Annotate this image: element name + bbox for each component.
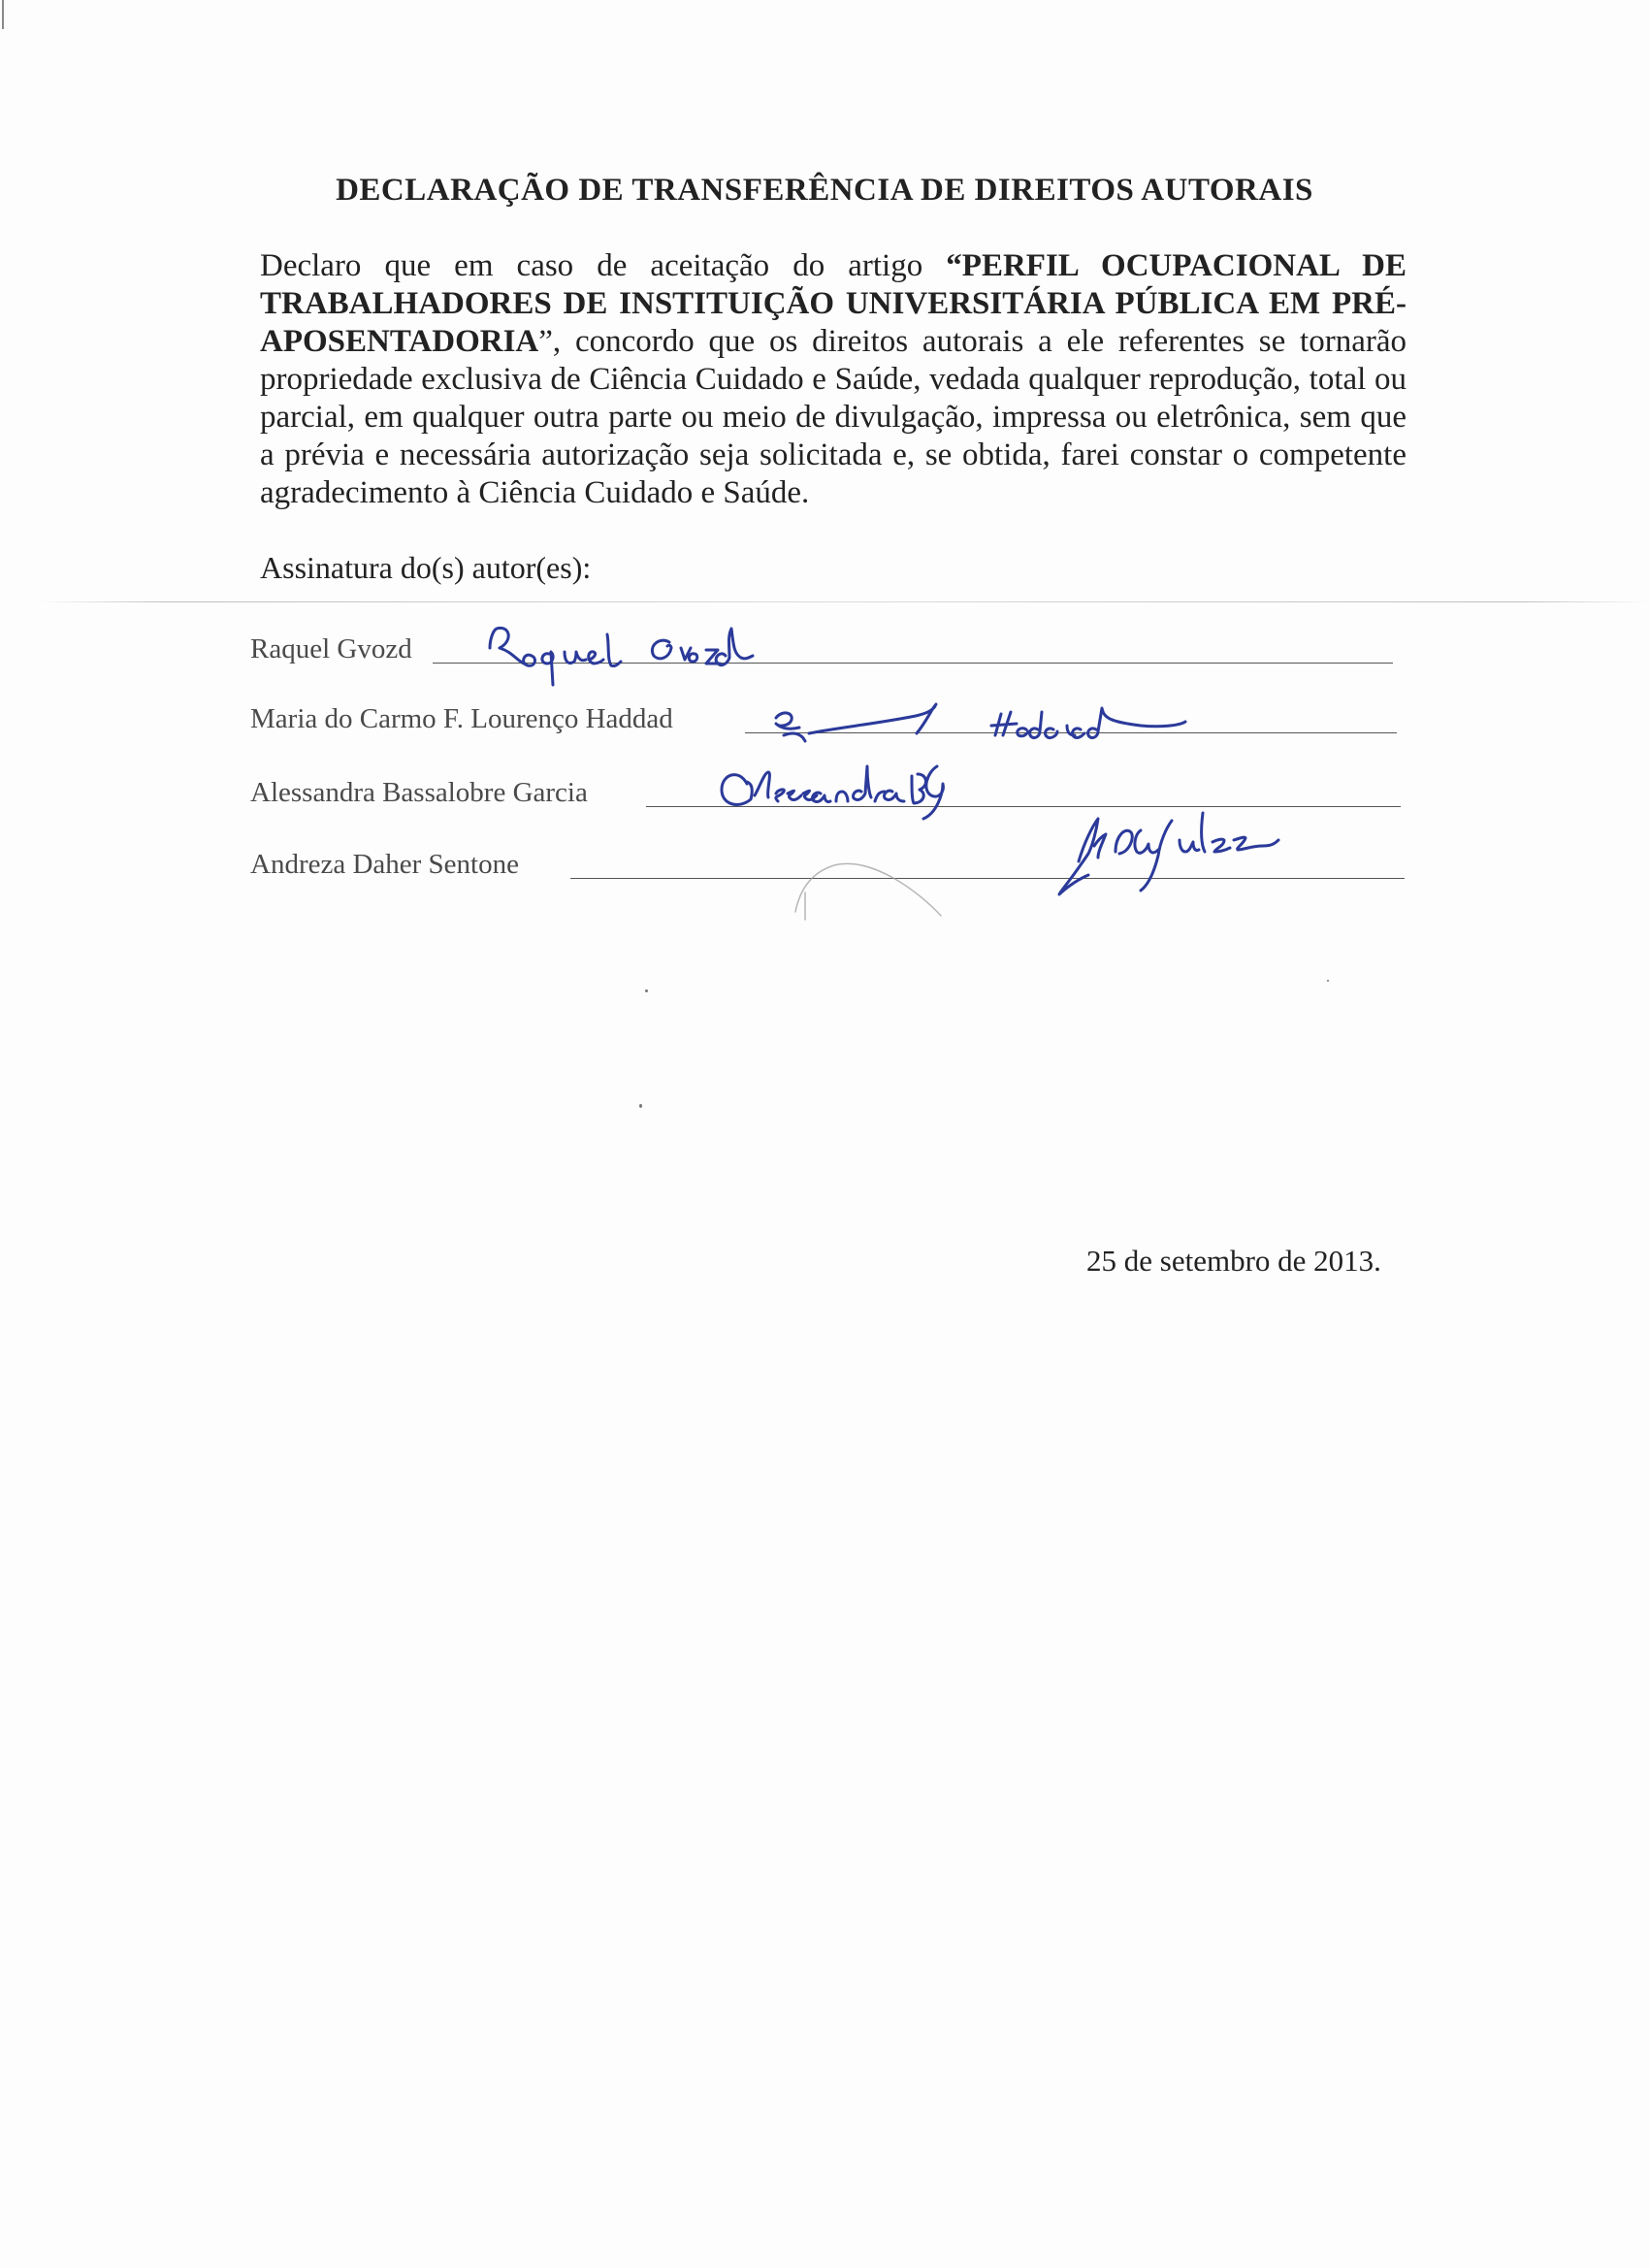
scan-speck [1327, 980, 1329, 982]
signature-line [570, 878, 1405, 879]
article-title: “PERFIL OCUPACIONAL DE TRABALHADORES DE INSTITUIÇÃO UNIVERSITÁRIA PÚBLICA EM PRÉ-APOSENTADORIA [260, 248, 1406, 359]
scan-speck [639, 1104, 642, 1108]
author-name: Andreza Daher Sentone [250, 849, 519, 880]
author-row [250, 846, 1395, 885]
signature-line [646, 806, 1401, 807]
signature-line [745, 732, 1397, 733]
signature-line [433, 663, 1393, 664]
document-title: DECLARAÇÃO DE TRANSFERÊNCIA DE DIREITOS AUTORAIS [336, 173, 1313, 208]
author-name: Raquel Gvozd [250, 633, 412, 664]
author-name: Alessandra Bassalobre Garcia [250, 777, 588, 808]
scan-fold-line [39, 601, 1649, 602]
author-row [250, 700, 1395, 739]
scan-speck [645, 989, 648, 992]
declaration-rest: ”, concordo que os direitos autorais a ele referentes se tornarão propriedade exclusiva de Ciência Cuidado e Saúde, vedada qualquer reprodução, total ou parcial, em qualquer outra parte ou meio de divulgação, impressa ou eletrônica, sem que a prévia e necessária autorização seja solicitada e, se obtida, farei constar o competente agradecimento à Ciência Cuidado e Saúde. [260, 324, 1406, 510]
declaration-paragraph [260, 247, 1406, 512]
author-row [250, 631, 1395, 669]
author-row [250, 774, 1395, 813]
document-date: 25 de setembro de 2013. [1086, 1244, 1381, 1278]
signature-label: Assinatura do(s) autor(es): [260, 550, 592, 585]
declaration-intro: Declaro que em caso de aceitação do artigo [260, 248, 947, 283]
author-name: Maria do Carmo F. Lourenço Haddad [250, 703, 673, 734]
